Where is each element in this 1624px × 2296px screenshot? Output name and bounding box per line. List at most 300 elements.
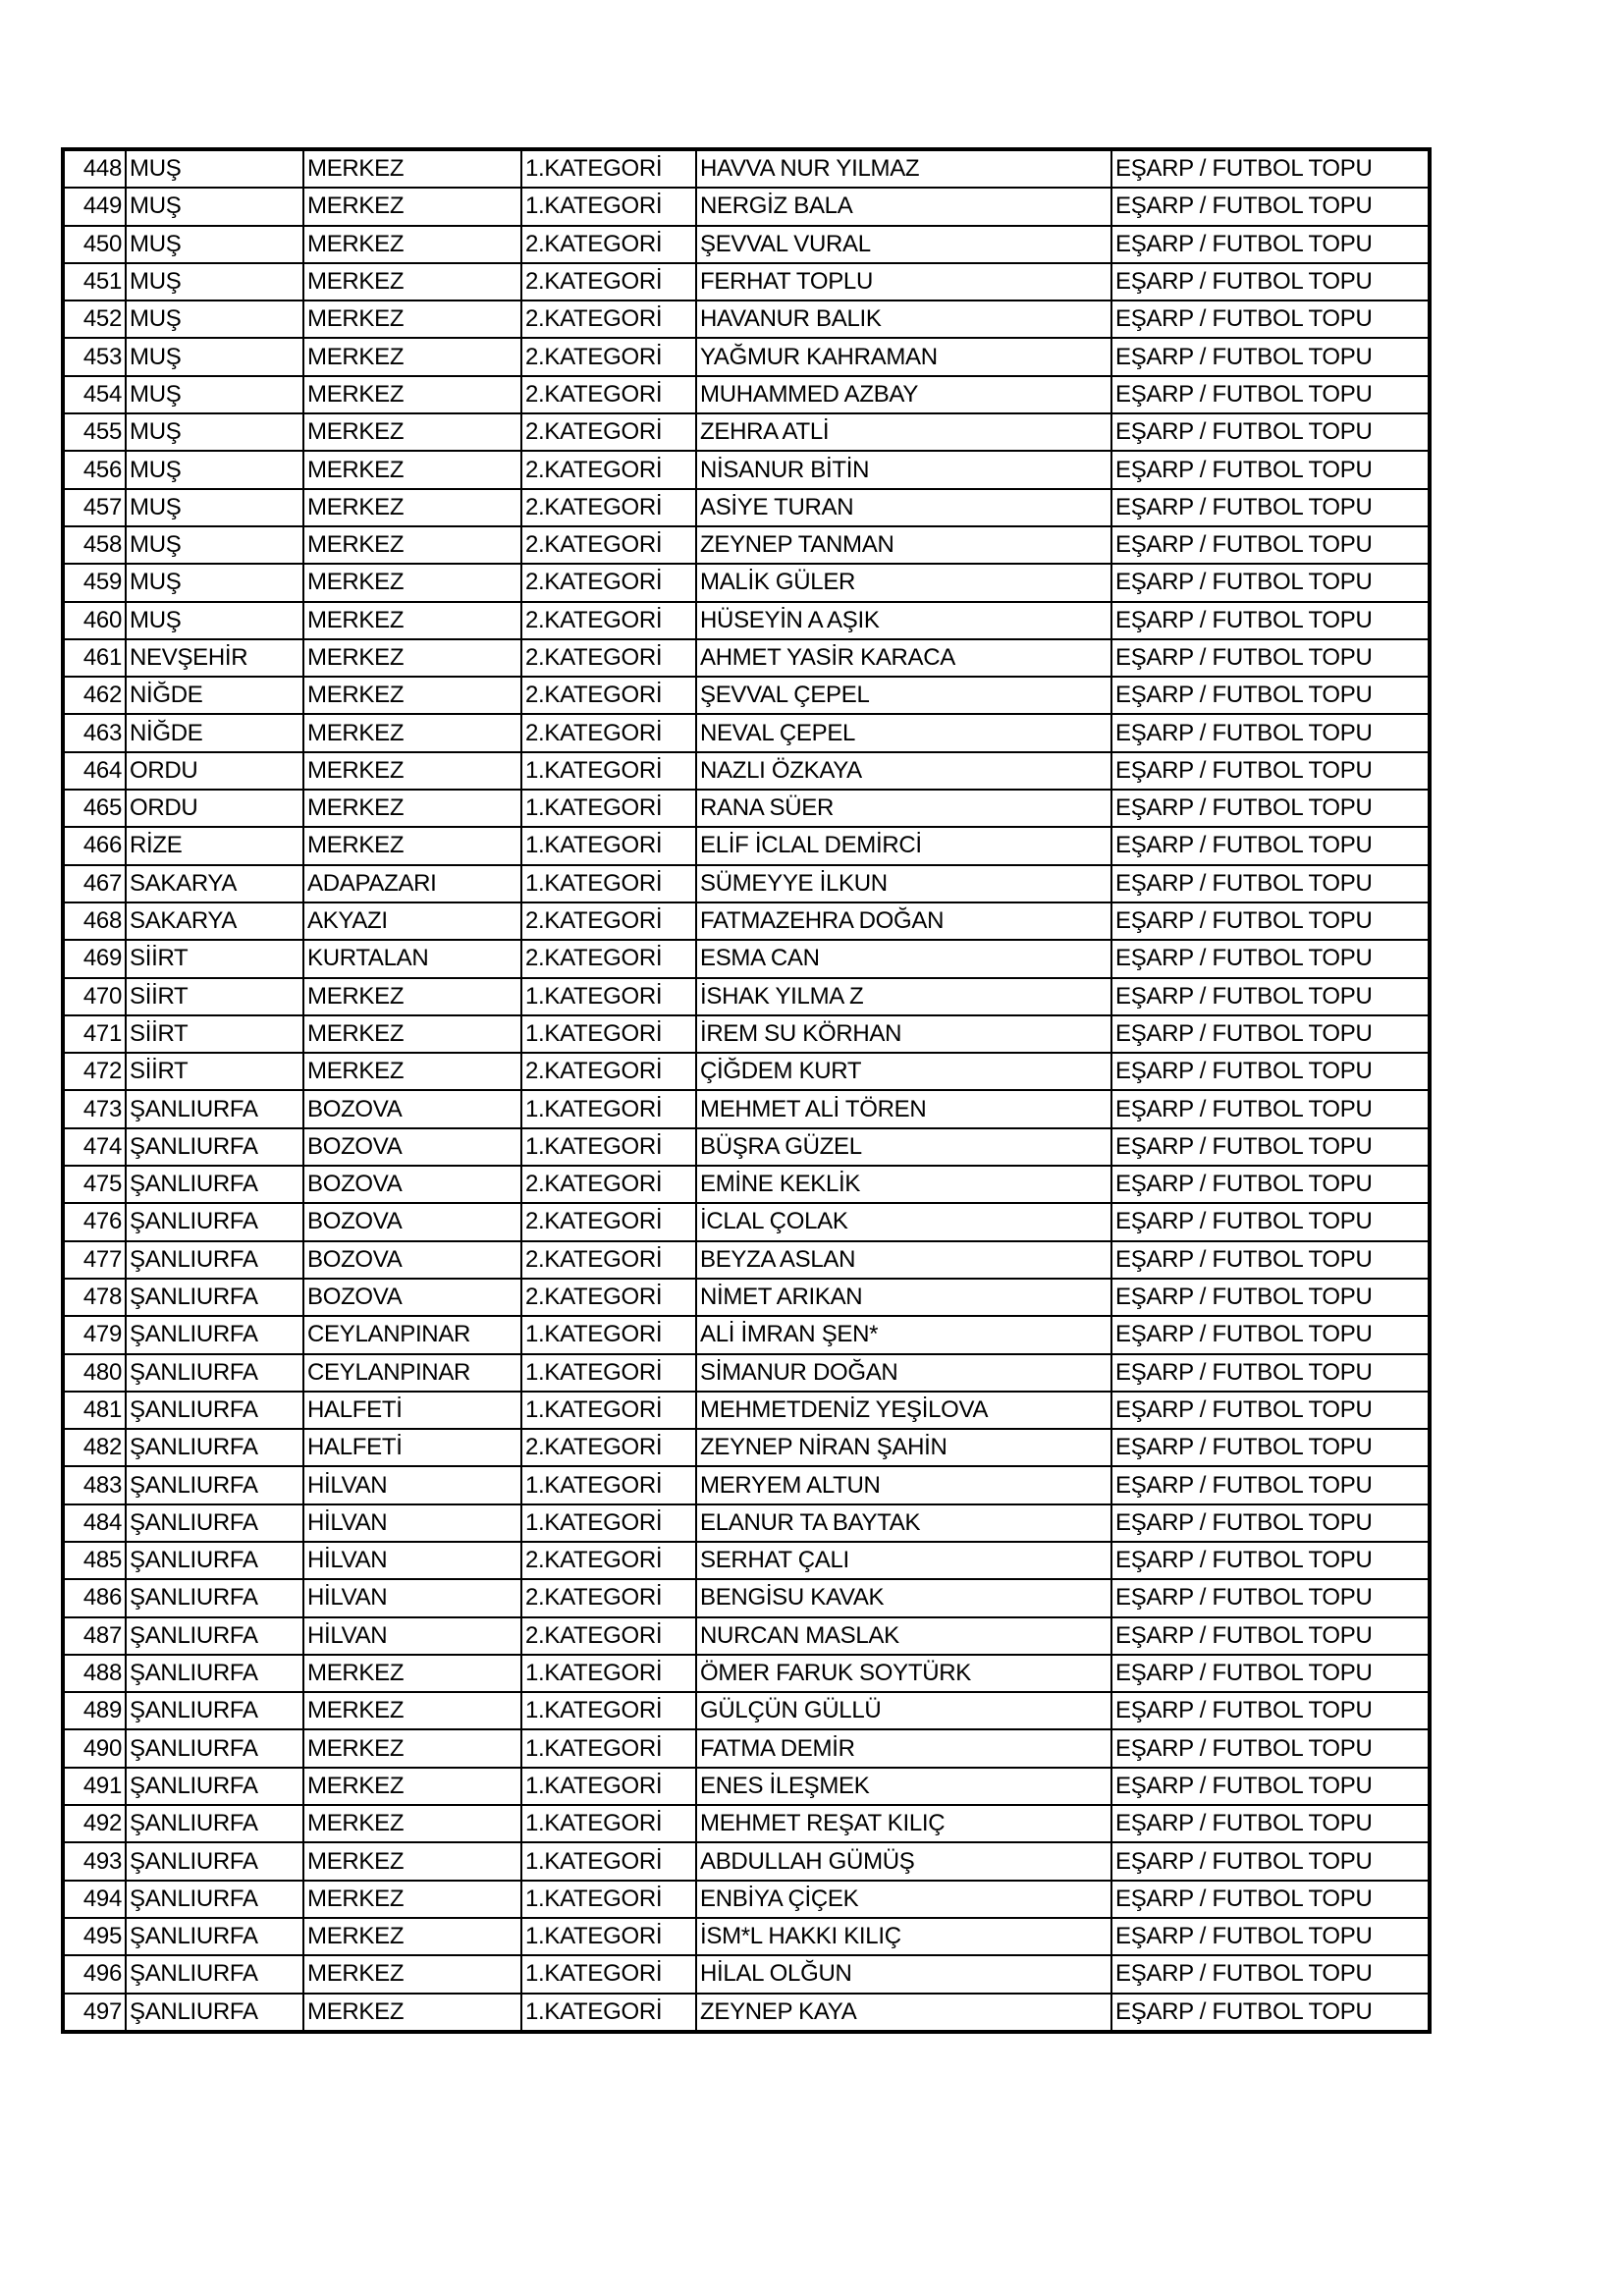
province-cell: ŞANLIURFA	[126, 1994, 303, 2032]
name-cell: ZEYNEP NİRAN ŞAHİN	[696, 1429, 1111, 1466]
table-row	[63, 451, 1430, 488]
prize-cell: EŞARP / FUTBOL TOPU	[1111, 338, 1430, 375]
prize-cell: EŞARP / FUTBOL TOPU	[1111, 1316, 1430, 1353]
table-row	[63, 827, 1430, 864]
prize-cell: EŞARP / FUTBOL TOPU	[1111, 827, 1430, 864]
category-cell: 1.KATEGORİ	[521, 1881, 696, 1918]
prize-cell: EŞARP / FUTBOL TOPU	[1111, 1241, 1430, 1279]
district-cell: MERKEZ	[303, 1768, 521, 1805]
name-cell: BEYZA ASLAN	[696, 1241, 1111, 1279]
row-number-cell: 481	[63, 1392, 126, 1429]
table-row	[63, 301, 1430, 338]
province-cell: ŞANLIURFA	[126, 1768, 303, 1805]
row-number-cell: 496	[63, 1955, 126, 1993]
prize-cell: EŞARP / FUTBOL TOPU	[1111, 1015, 1430, 1053]
table-row	[63, 1805, 1430, 1842]
table-row	[63, 1994, 1430, 2032]
prize-cell: EŞARP / FUTBOL TOPU	[1111, 1579, 1430, 1616]
district-cell: HİLVAN	[303, 1542, 521, 1579]
row-number-cell: 490	[63, 1729, 126, 1767]
prize-cell: EŞARP / FUTBOL TOPU	[1111, 489, 1430, 526]
prize-cell: EŞARP / FUTBOL TOPU	[1111, 714, 1430, 751]
prize-cell: EŞARP / FUTBOL TOPU	[1111, 413, 1430, 451]
row-number-cell: 462	[63, 677, 126, 714]
category-cell: 2.KATEGORİ	[521, 376, 696, 413]
row-number-cell: 451	[63, 263, 126, 301]
name-cell: ENES İLEŞMEK	[696, 1768, 1111, 1805]
category-cell: 2.KATEGORİ	[521, 1542, 696, 1579]
row-number-cell: 494	[63, 1881, 126, 1918]
category-cell: 2.KATEGORİ	[521, 338, 696, 375]
district-cell: MERKEZ	[303, 489, 521, 526]
category-cell: 2.KATEGORİ	[521, 602, 696, 639]
row-number-cell: 487	[63, 1617, 126, 1655]
prize-cell: EŞARP / FUTBOL TOPU	[1111, 865, 1430, 902]
table-row	[63, 1918, 1430, 1955]
prize-cell: EŞARP / FUTBOL TOPU	[1111, 790, 1430, 827]
category-cell: 1.KATEGORİ	[521, 1768, 696, 1805]
prize-cell: EŞARP / FUTBOL TOPU	[1111, 978, 1430, 1015]
prize-cell: EŞARP / FUTBOL TOPU	[1111, 1617, 1430, 1655]
district-cell: BOZOVA	[303, 1128, 521, 1166]
table-row	[63, 1692, 1430, 1729]
category-cell: 1.KATEGORİ	[521, 1918, 696, 1955]
row-number-cell: 478	[63, 1279, 126, 1316]
category-cell: 2.KATEGORİ	[521, 1053, 696, 1090]
district-cell: MERKEZ	[303, 639, 521, 677]
winners-table	[61, 147, 1432, 2034]
name-cell: MEHMET ALİ TÖREN	[696, 1090, 1111, 1127]
table-row	[63, 1729, 1430, 1767]
province-cell: ŞANLIURFA	[126, 1166, 303, 1203]
table-row	[63, 752, 1430, 790]
district-cell: HİLVAN	[303, 1504, 521, 1542]
district-cell: BOZOVA	[303, 1166, 521, 1203]
category-cell: 1.KATEGORİ	[521, 1392, 696, 1429]
name-cell: NURCAN MASLAK	[696, 1617, 1111, 1655]
row-number-cell: 491	[63, 1768, 126, 1805]
prize-cell: EŞARP / FUTBOL TOPU	[1111, 902, 1430, 940]
district-cell: MERKEZ	[303, 677, 521, 714]
prize-cell: EŞARP / FUTBOL TOPU	[1111, 1053, 1430, 1090]
district-cell: BOZOVA	[303, 1241, 521, 1279]
province-cell: ŞANLIURFA	[126, 1881, 303, 1918]
table-row	[63, 1166, 1430, 1203]
district-cell: HİLVAN	[303, 1579, 521, 1616]
table-row	[63, 1579, 1430, 1616]
name-cell: SERHAT ÇALI	[696, 1542, 1111, 1579]
category-cell: 2.KATEGORİ	[521, 413, 696, 451]
province-cell: NİĞDE	[126, 714, 303, 751]
district-cell: ADAPAZARI	[303, 865, 521, 902]
row-number-cell: 471	[63, 1015, 126, 1053]
district-cell: MERKEZ	[303, 1918, 521, 1955]
name-cell: NİMET ARIKAN	[696, 1279, 1111, 1316]
category-cell: 2.KATEGORİ	[521, 263, 696, 301]
district-cell: HİLVAN	[303, 1466, 521, 1503]
district-cell: MERKEZ	[303, 1805, 521, 1842]
province-cell: ŞANLIURFA	[126, 1579, 303, 1616]
province-cell: SİİRT	[126, 1015, 303, 1053]
name-cell: HAVANUR BALIK	[696, 301, 1111, 338]
name-cell: ÇİĞDEM KURT	[696, 1053, 1111, 1090]
prize-cell: EŞARP / FUTBOL TOPU	[1111, 376, 1430, 413]
row-number-cell: 456	[63, 451, 126, 488]
category-cell: 2.KATEGORİ	[521, 639, 696, 677]
province-cell: ŞANLIURFA	[126, 1805, 303, 1842]
province-cell: ŞANLIURFA	[126, 1241, 303, 1279]
name-cell: NAZLI ÖZKAYA	[696, 752, 1111, 790]
name-cell: MEHMET REŞAT KILIÇ	[696, 1805, 1111, 1842]
province-cell: SAKARYA	[126, 902, 303, 940]
prize-cell: EŞARP / FUTBOL TOPU	[1111, 1955, 1430, 1993]
category-cell: 2.KATEGORİ	[521, 1579, 696, 1616]
row-number-cell: 474	[63, 1128, 126, 1166]
prize-cell: EŞARP / FUTBOL TOPU	[1111, 1918, 1430, 1955]
name-cell: ASİYE TURAN	[696, 489, 1111, 526]
table-row	[63, 677, 1430, 714]
category-cell: 1.KATEGORİ	[521, 1090, 696, 1127]
district-cell: MERKEZ	[303, 827, 521, 864]
name-cell: HİLAL OLĞUN	[696, 1955, 1111, 1993]
province-cell: MUŞ	[126, 564, 303, 601]
row-number-cell: 489	[63, 1692, 126, 1729]
table-row	[63, 1279, 1430, 1316]
row-number-cell: 468	[63, 902, 126, 940]
prize-cell: EŞARP / FUTBOL TOPU	[1111, 677, 1430, 714]
table-row	[63, 1090, 1430, 1127]
prize-cell: EŞARP / FUTBOL TOPU	[1111, 1392, 1430, 1429]
prize-cell: EŞARP / FUTBOL TOPU	[1111, 1166, 1430, 1203]
district-cell: MERKEZ	[303, 301, 521, 338]
prize-cell: EŞARP / FUTBOL TOPU	[1111, 451, 1430, 488]
row-number-cell: 493	[63, 1842, 126, 1880]
name-cell: ZEYNEP TANMAN	[696, 526, 1111, 564]
province-cell: ŞANLIURFA	[126, 1429, 303, 1466]
category-cell: 1.KATEGORİ	[521, 188, 696, 225]
prize-cell: EŞARP / FUTBOL TOPU	[1111, 564, 1430, 601]
district-cell: BOZOVA	[303, 1090, 521, 1127]
name-cell: NİSANUR BİTİN	[696, 451, 1111, 488]
row-number-cell: 449	[63, 188, 126, 225]
table-row	[63, 1617, 1430, 1655]
district-cell: MERKEZ	[303, 714, 521, 751]
district-cell: AKYAZI	[303, 902, 521, 940]
province-cell: MUŞ	[126, 489, 303, 526]
category-cell: 2.KATEGORİ	[521, 301, 696, 338]
district-cell: MERKEZ	[303, 376, 521, 413]
name-cell: ABDULLAH GÜMÜŞ	[696, 1842, 1111, 1880]
table-row	[63, 1392, 1430, 1429]
district-cell: MERKEZ	[303, 602, 521, 639]
row-number-cell: 460	[63, 602, 126, 639]
prize-cell: EŞARP / FUTBOL TOPU	[1111, 940, 1430, 977]
name-cell: NEVAL ÇEPEL	[696, 714, 1111, 751]
category-cell: 2.KATEGORİ	[521, 902, 696, 940]
table-row	[63, 1955, 1430, 1993]
name-cell: RANA SÜER	[696, 790, 1111, 827]
name-cell: GÜLÇÜN GÜLLÜ	[696, 1692, 1111, 1729]
province-cell: ŞANLIURFA	[126, 1203, 303, 1240]
prize-cell: EŞARP / FUTBOL TOPU	[1111, 226, 1430, 263]
district-cell: MERKEZ	[303, 752, 521, 790]
table-row	[63, 376, 1430, 413]
province-cell: ŞANLIURFA	[126, 1392, 303, 1429]
category-cell: 2.KATEGORİ	[521, 526, 696, 564]
table-row	[63, 940, 1430, 977]
district-cell: CEYLANPINAR	[303, 1354, 521, 1392]
province-cell: ŞANLIURFA	[126, 1354, 303, 1392]
district-cell: BOZOVA	[303, 1203, 521, 1240]
category-cell: 2.KATEGORİ	[521, 714, 696, 751]
name-cell: İCLAL ÇOLAK	[696, 1203, 1111, 1240]
province-cell: MUŞ	[126, 413, 303, 451]
province-cell: MUŞ	[126, 526, 303, 564]
province-cell: ŞANLIURFA	[126, 1090, 303, 1127]
table-row	[63, 1842, 1430, 1880]
name-cell: FERHAT TOPLU	[696, 263, 1111, 301]
row-number-cell: 465	[63, 790, 126, 827]
row-number-cell: 472	[63, 1053, 126, 1090]
category-cell: 1.KATEGORİ	[521, 1466, 696, 1503]
row-number-cell: 452	[63, 301, 126, 338]
prize-cell: EŞARP / FUTBOL TOPU	[1111, 1354, 1430, 1392]
category-cell: 1.KATEGORİ	[521, 1128, 696, 1166]
name-cell: YAĞMUR KAHRAMAN	[696, 338, 1111, 375]
row-number-cell: 476	[63, 1203, 126, 1240]
province-cell: SİİRT	[126, 978, 303, 1015]
province-cell: SİİRT	[126, 940, 303, 977]
district-cell: MERKEZ	[303, 978, 521, 1015]
name-cell: HÜSEYİN A AŞIK	[696, 602, 1111, 639]
prize-cell: EŞARP / FUTBOL TOPU	[1111, 1466, 1430, 1503]
prize-cell: EŞARP / FUTBOL TOPU	[1111, 752, 1430, 790]
province-cell: MUŞ	[126, 602, 303, 639]
name-cell: İREM SU KÖRHAN	[696, 1015, 1111, 1053]
row-number-cell: 459	[63, 564, 126, 601]
table-row	[63, 978, 1430, 1015]
province-cell: NEVŞEHİR	[126, 639, 303, 677]
name-cell: BENGİSU KAVAK	[696, 1579, 1111, 1616]
district-cell: MERKEZ	[303, 188, 521, 225]
category-cell: 1.KATEGORİ	[521, 1354, 696, 1392]
category-cell: 1.KATEGORİ	[521, 1692, 696, 1729]
row-number-cell: 457	[63, 489, 126, 526]
province-cell: MUŞ	[126, 188, 303, 225]
row-number-cell: 495	[63, 1918, 126, 1955]
name-cell: ÖMER FARUK SOYTÜRK	[696, 1655, 1111, 1692]
category-cell: 2.KATEGORİ	[521, 1279, 696, 1316]
category-cell: 1.KATEGORİ	[521, 978, 696, 1015]
prize-cell: EŞARP / FUTBOL TOPU	[1111, 639, 1430, 677]
province-cell: NİĞDE	[126, 677, 303, 714]
row-number-cell: 479	[63, 1316, 126, 1353]
prize-cell: EŞARP / FUTBOL TOPU	[1111, 263, 1430, 301]
table-row	[63, 1768, 1430, 1805]
row-number-cell: 467	[63, 865, 126, 902]
row-number-cell: 477	[63, 1241, 126, 1279]
table-row	[63, 1354, 1430, 1392]
table-row	[63, 188, 1430, 225]
table-row	[63, 1241, 1430, 1279]
province-cell: MUŞ	[126, 301, 303, 338]
table-row	[63, 1504, 1430, 1542]
table-row	[63, 639, 1430, 677]
prize-cell: EŞARP / FUTBOL TOPU	[1111, 1994, 1430, 2032]
district-cell: MERKEZ	[303, 413, 521, 451]
province-cell: MUŞ	[126, 451, 303, 488]
row-number-cell: 453	[63, 338, 126, 375]
province-cell: RİZE	[126, 827, 303, 864]
name-cell: SİMANUR DOĞAN	[696, 1354, 1111, 1392]
row-number-cell: 497	[63, 1994, 126, 2032]
row-number-cell: 470	[63, 978, 126, 1015]
row-number-cell: 454	[63, 376, 126, 413]
row-number-cell: 455	[63, 413, 126, 451]
category-cell: 2.KATEGORİ	[521, 451, 696, 488]
category-cell: 1.KATEGORİ	[521, 1955, 696, 1993]
district-cell: MERKEZ	[303, 1015, 521, 1053]
prize-cell: EŞARP / FUTBOL TOPU	[1111, 1842, 1430, 1880]
province-cell: ŞANLIURFA	[126, 1542, 303, 1579]
prize-cell: EŞARP / FUTBOL TOPU	[1111, 1805, 1430, 1842]
province-cell: ŞANLIURFA	[126, 1955, 303, 1993]
province-cell: SİİRT	[126, 1053, 303, 1090]
province-cell: ŞANLIURFA	[126, 1729, 303, 1767]
prize-cell: EŞARP / FUTBOL TOPU	[1111, 1768, 1430, 1805]
name-cell: ELANUR TA BAYTAK	[696, 1504, 1111, 1542]
category-cell: 1.KATEGORİ	[521, 1655, 696, 1692]
prize-cell: EŞARP / FUTBOL TOPU	[1111, 1881, 1430, 1918]
category-cell: 1.KATEGORİ	[521, 1316, 696, 1353]
category-cell: 2.KATEGORİ	[521, 1617, 696, 1655]
district-cell: HİLVAN	[303, 1617, 521, 1655]
category-cell: 1.KATEGORİ	[521, 1842, 696, 1880]
row-number-cell: 475	[63, 1166, 126, 1203]
row-number-cell: 469	[63, 940, 126, 977]
category-cell: 1.KATEGORİ	[521, 1729, 696, 1767]
prize-cell: EŞARP / FUTBOL TOPU	[1111, 149, 1430, 188]
name-cell: FATMAZEHRA DOĞAN	[696, 902, 1111, 940]
table-row	[63, 902, 1430, 940]
name-cell: HAVVA NUR YILMAZ	[696, 149, 1111, 188]
row-number-cell: 450	[63, 226, 126, 263]
province-cell: MUŞ	[126, 338, 303, 375]
table-row	[63, 602, 1430, 639]
district-cell: MERKEZ	[303, 1655, 521, 1692]
district-cell: MERKEZ	[303, 263, 521, 301]
table-row	[63, 226, 1430, 263]
province-cell: MUŞ	[126, 376, 303, 413]
table-row	[63, 149, 1430, 188]
province-cell: MUŞ	[126, 149, 303, 188]
table-row	[63, 1053, 1430, 1090]
row-number-cell: 463	[63, 714, 126, 751]
table-row	[63, 1203, 1430, 1240]
prize-cell: EŞARP / FUTBOL TOPU	[1111, 1090, 1430, 1127]
row-number-cell: 492	[63, 1805, 126, 1842]
district-cell: MERKEZ	[303, 1729, 521, 1767]
table-body	[63, 149, 1430, 2032]
table-row	[63, 1655, 1430, 1692]
province-cell: SAKARYA	[126, 865, 303, 902]
district-cell: MERKEZ	[303, 338, 521, 375]
table-row	[63, 564, 1430, 601]
name-cell: SÜMEYYE İLKUN	[696, 865, 1111, 902]
name-cell: ELİF İCLAL DEMİRCİ	[696, 827, 1111, 864]
district-cell: HALFETİ	[303, 1429, 521, 1466]
prize-cell: EŞARP / FUTBOL TOPU	[1111, 1542, 1430, 1579]
category-cell: 1.KATEGORİ	[521, 149, 696, 188]
category-cell: 1.KATEGORİ	[521, 1504, 696, 1542]
table-row	[63, 790, 1430, 827]
table-row	[63, 1128, 1430, 1166]
table-row	[63, 263, 1430, 301]
table-row	[63, 1015, 1430, 1053]
table-row	[63, 865, 1430, 902]
name-cell: EMİNE KEKLİK	[696, 1166, 1111, 1203]
row-number-cell: 473	[63, 1090, 126, 1127]
category-cell: 2.KATEGORİ	[521, 226, 696, 263]
name-cell: ALİ İMRAN ŞEN*	[696, 1316, 1111, 1353]
province-cell: ORDU	[126, 752, 303, 790]
name-cell: MUHAMMED AZBAY	[696, 376, 1111, 413]
table-row	[63, 526, 1430, 564]
district-cell: MERKEZ	[303, 149, 521, 188]
prize-cell: EŞARP / FUTBOL TOPU	[1111, 1504, 1430, 1542]
row-number-cell: 461	[63, 639, 126, 677]
district-cell: MERKEZ	[303, 526, 521, 564]
category-cell: 1.KATEGORİ	[521, 1015, 696, 1053]
category-cell: 2.KATEGORİ	[521, 1166, 696, 1203]
table-row	[63, 413, 1430, 451]
category-cell: 2.KATEGORİ	[521, 1241, 696, 1279]
name-cell: ŞEVVAL ÇEPEL	[696, 677, 1111, 714]
prize-cell: EŞARP / FUTBOL TOPU	[1111, 1128, 1430, 1166]
district-cell: MERKEZ	[303, 1842, 521, 1880]
name-cell: MERYEM ALTUN	[696, 1466, 1111, 1503]
name-cell: NERGİZ BALA	[696, 188, 1111, 225]
district-cell: HALFETİ	[303, 1392, 521, 1429]
prize-cell: EŞARP / FUTBOL TOPU	[1111, 1655, 1430, 1692]
category-cell: 1.KATEGORİ	[521, 1805, 696, 1842]
row-number-cell: 482	[63, 1429, 126, 1466]
province-cell: ŞANLIURFA	[126, 1918, 303, 1955]
row-number-cell: 488	[63, 1655, 126, 1692]
province-cell: ŞANLIURFA	[126, 1655, 303, 1692]
table-row	[63, 1316, 1430, 1353]
district-cell: MERKEZ	[303, 564, 521, 601]
row-number-cell: 448	[63, 149, 126, 188]
name-cell: AHMET YASİR KARACA	[696, 639, 1111, 677]
district-cell: MERKEZ	[303, 1881, 521, 1918]
province-cell: ORDU	[126, 790, 303, 827]
category-cell: 2.KATEGORİ	[521, 1429, 696, 1466]
province-cell: ŞANLIURFA	[126, 1316, 303, 1353]
prize-cell: EŞARP / FUTBOL TOPU	[1111, 1692, 1430, 1729]
row-number-cell: 486	[63, 1579, 126, 1616]
district-cell: MERKEZ	[303, 1994, 521, 2032]
name-cell: ESMA CAN	[696, 940, 1111, 977]
row-number-cell: 485	[63, 1542, 126, 1579]
district-cell: MERKEZ	[303, 451, 521, 488]
table-row	[63, 1429, 1430, 1466]
district-cell: MERKEZ	[303, 226, 521, 263]
prize-cell: EŞARP / FUTBOL TOPU	[1111, 1203, 1430, 1240]
prize-cell: EŞARP / FUTBOL TOPU	[1111, 1429, 1430, 1466]
table-row	[63, 338, 1430, 375]
prize-cell: EŞARP / FUTBOL TOPU	[1111, 1279, 1430, 1316]
